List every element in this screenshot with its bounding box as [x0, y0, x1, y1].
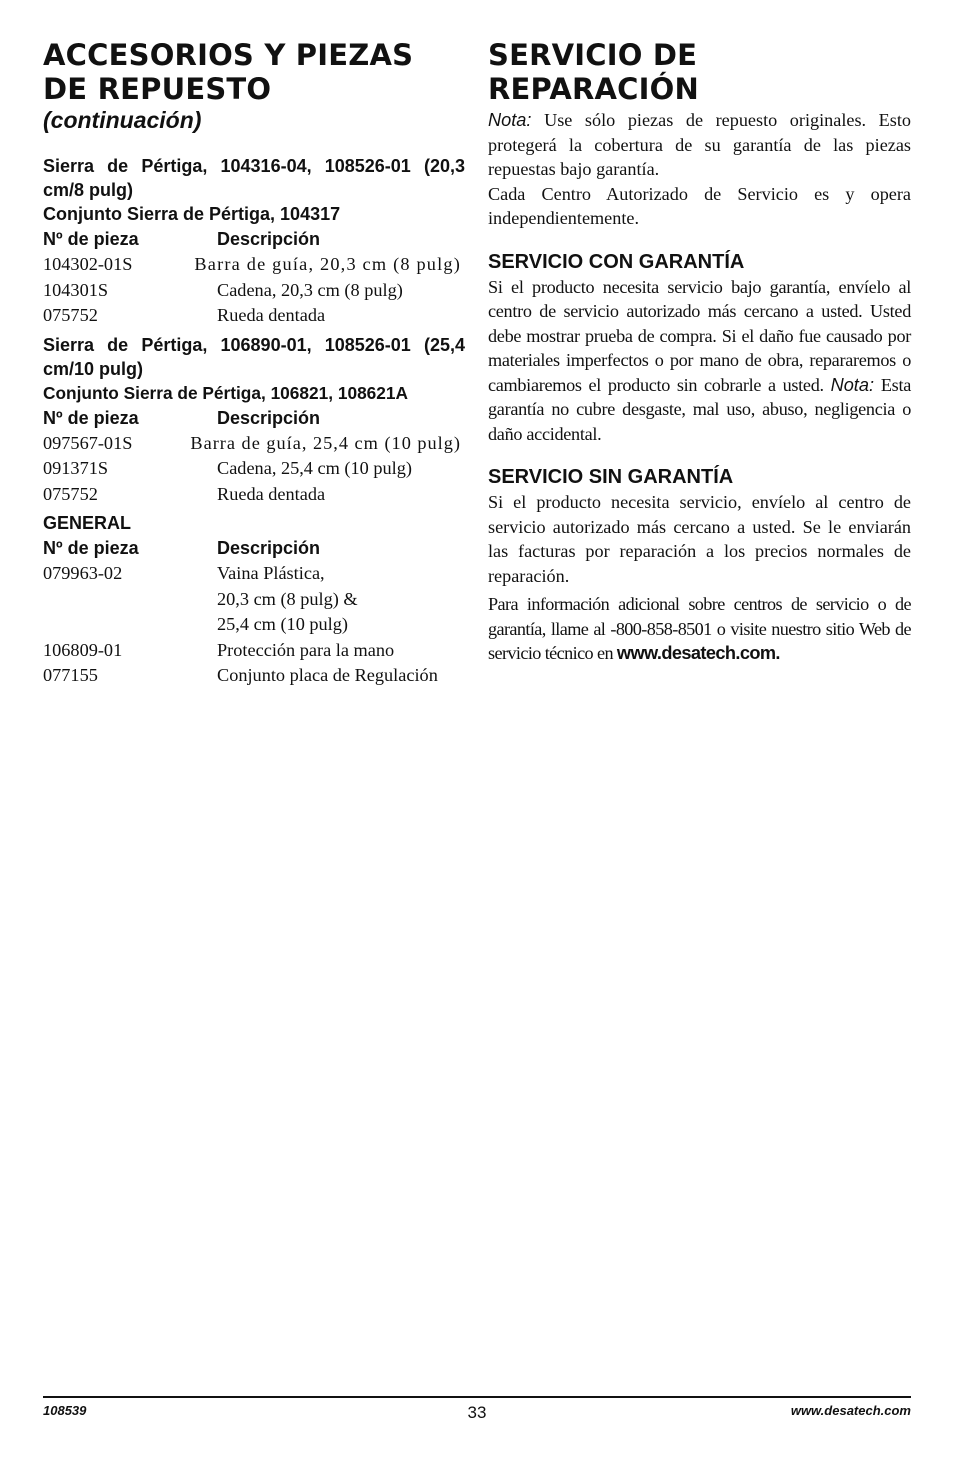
parts-group-10in: [43, 333, 465, 508]
table-row: [43, 663, 465, 689]
footer-website: www.desatech.com: [790, 1403, 911, 1418]
section-title-repair-service: SERVICIO DE REPARACIÓN: [488, 38, 699, 106]
part-number: 075752: [43, 483, 98, 504]
warranty-service-text: Si el producto necesita servicio bajo garantía, envíelo al centro de servicio autorizado más cercano a usted. Usted debe mostrar prueba de compra. Si el daño fue causado por materiales imperfectos o por mano de obra, repararemos o cambiaremos el producto sin cobrarle a usted. Nota: Esta garantía no cubre desgaste, mal uso, abuso, negligencia o daño accidental.: [488, 276, 911, 444]
right-column: [488, 38, 911, 666]
part-number: 079963-02: [43, 563, 123, 583]
table-header: [43, 535, 465, 561]
assembly-heading: Conjunto Sierra de Pértiga, 104317: [43, 204, 341, 224]
part-description: Barra de guía, 20,3 cm (8 pulg): [194, 254, 462, 274]
col-part-number: Nº de pieza: [43, 538, 139, 558]
additional-info-text: Para información adicional sobre centros de servicio o de garantía, llame al -800-858-8501 o visite nuestro sitio Web de servicio técnico en www.desatech.com.: [488, 594, 911, 663]
part-description: Cadena, 20,3 cm (8 pulg): [217, 279, 403, 300]
part-description: Vaina Plástica, 20,3 cm (8 pulg) & 25,4 cm (10 pulg): [217, 563, 358, 634]
footer-rule: [43, 1396, 911, 1398]
parts-group-general: [43, 511, 465, 689]
part-description: Protección para la mano: [217, 639, 395, 660]
intro-note: Nota: Use sólo piezas de repuesto originales. Esto protegerá la cobertura de su garantía de las piezas repuestas bajo garantía.: [488, 110, 911, 179]
table-row: [43, 638, 465, 664]
table-header: [43, 226, 465, 252]
table-row: [43, 561, 465, 638]
footer-doc-number: 108539: [43, 1403, 87, 1418]
parts-group-8in: [43, 154, 465, 329]
note-label: Nota:: [488, 110, 532, 130]
table-row: [43, 278, 465, 304]
section-title-accessories: ACCESORIOS Y PIEZAS DE REPUESTO: [43, 38, 414, 106]
part-number: 104301S: [43, 279, 109, 300]
section-subtitle: (continuación): [43, 107, 202, 133]
part-description: Barra de guía, 25,4 cm (10 pulg): [190, 432, 461, 453]
table-row: [43, 252, 465, 278]
part-description: Rueda dentada: [217, 305, 326, 325]
part-number: 091371S: [43, 458, 109, 478]
group-heading: Sierra de Pértiga, 106890-01, 108526-01 (25,4 cm/10 pulg): [43, 334, 465, 379]
part-description: Cadena, 25,4 cm (10 pulg): [217, 458, 412, 478]
footer-page-number: 33: [467, 1403, 487, 1422]
part-number: 104302-01S: [43, 254, 133, 274]
table-header: [43, 405, 465, 431]
table-row: [43, 456, 465, 482]
note-label: Nota:: [830, 374, 875, 395]
part-number: 077155: [43, 665, 98, 685]
website-link[interactable]: www.desatech.com.: [616, 643, 780, 663]
table-row: [43, 482, 465, 508]
col-part-number: Nº de pieza: [43, 229, 139, 249]
intro-paragraph: Cada Centro Autorizado de Servicio es y opera independientemente.: [488, 183, 911, 228]
col-description: Descripción: [217, 407, 321, 428]
part-description: Rueda dentada: [217, 483, 326, 504]
group-heading: GENERAL: [43, 513, 132, 533]
non-warranty-service-heading: SERVICIO SIN GARANTÍA: [488, 466, 734, 488]
col-part-number: Nº de pieza: [43, 407, 139, 428]
part-number: 075752: [43, 305, 98, 325]
col-description: Descripción: [217, 229, 321, 249]
col-description: Descripción: [217, 538, 321, 558]
table-row: [43, 303, 465, 329]
group-heading: Sierra de Pértiga, 104316-04, 108526-01 (20,3 cm/8 pulg): [43, 156, 465, 200]
warranty-service-heading: SERVICIO CON GARANTÍA: [488, 250, 745, 273]
part-number: 097567-01S: [43, 432, 133, 453]
table-row: [43, 431, 465, 457]
part-description: Conjunto placa de Regulación: [217, 665, 438, 685]
assembly-heading: Conjunto Sierra de Pértiga, 106821, 108621A: [43, 382, 408, 403]
left-column: [43, 38, 465, 693]
part-number: 106809-01: [43, 639, 123, 660]
non-warranty-service-text: Si el producto necesita servicio, envíelo al centro de servicio autorizado más cercano a usted. Se le enviarán las facturas por reparación a los precios normales de reparación.: [488, 492, 911, 586]
